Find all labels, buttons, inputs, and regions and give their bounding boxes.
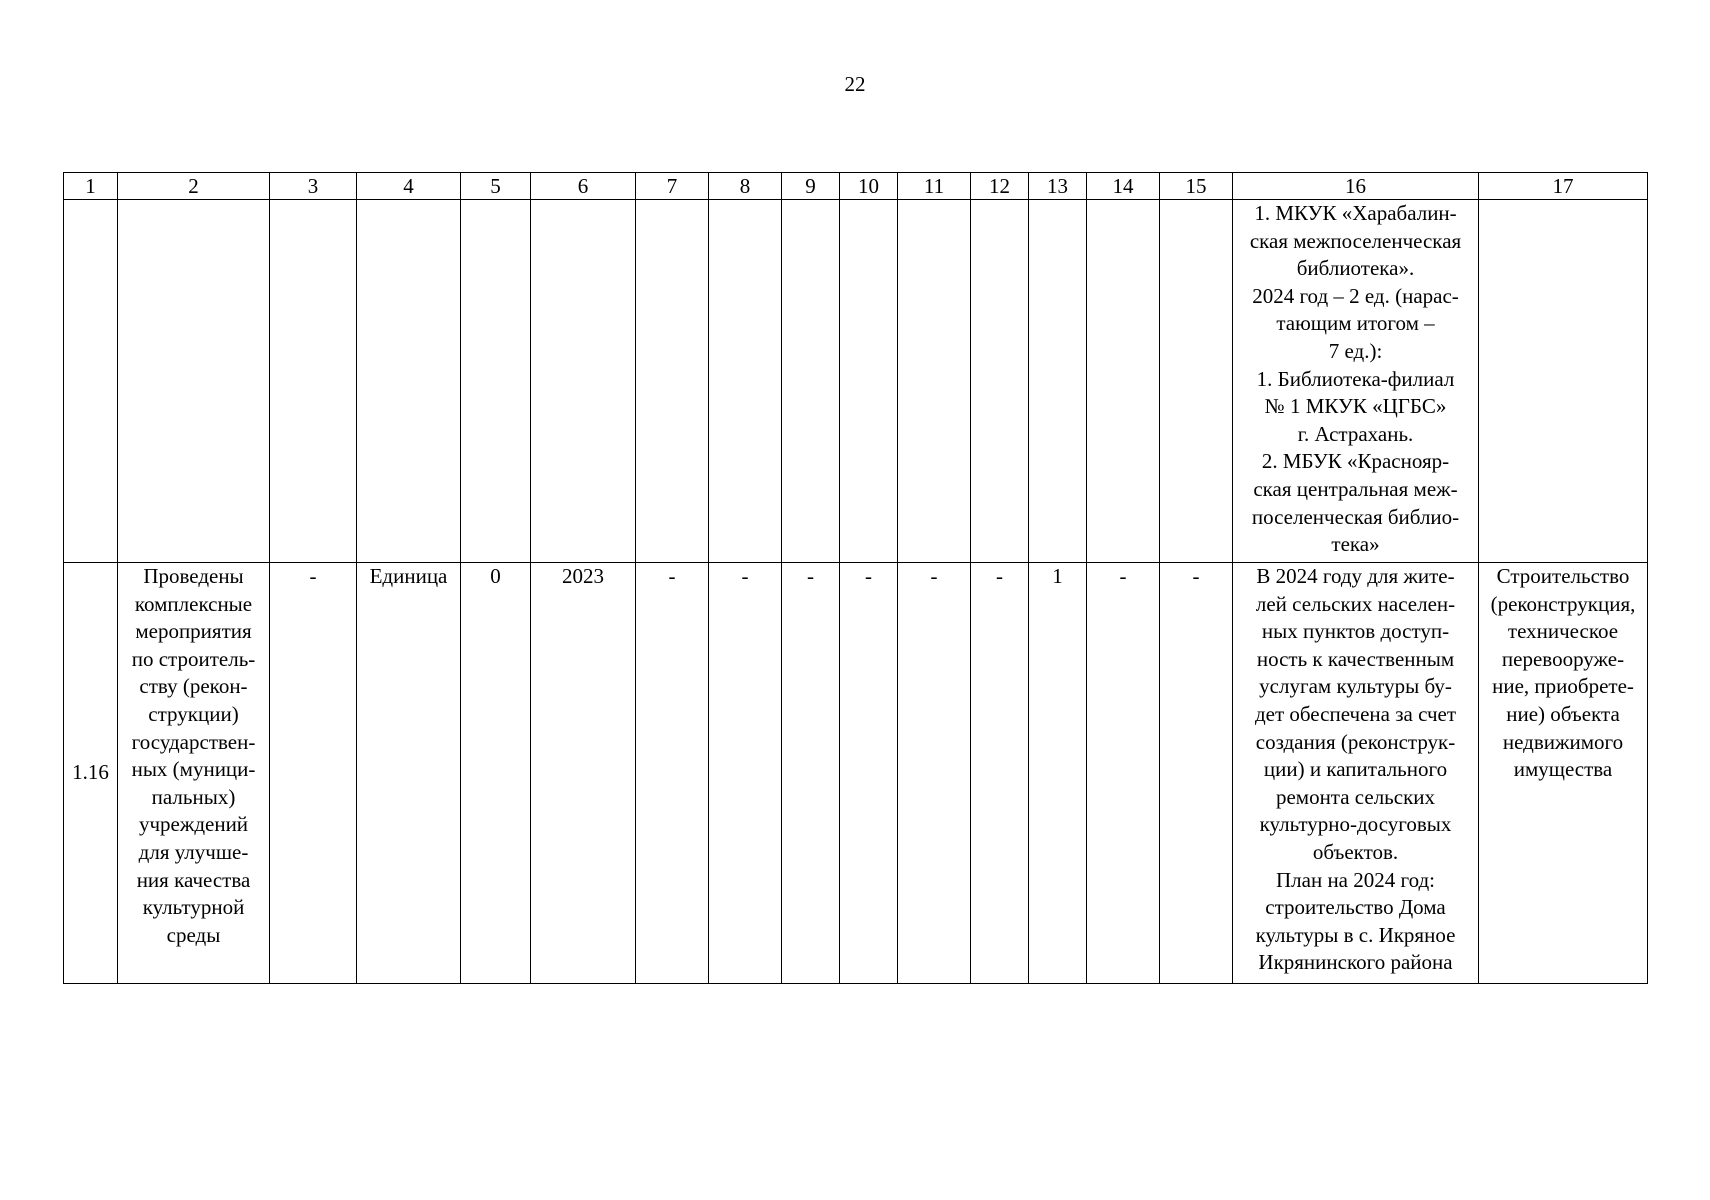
table-cell: 0	[461, 563, 531, 984]
header-cell: 14	[1087, 173, 1160, 200]
results-cell: 1. МКУК «Харабалин- ская межпоселенческая библиотека». 2024 год – 2 ед. (нарас- тающим итогом – 7 ед.): 1. Библиотека-филиал № 1 МКУК «ЦГБС» г. Астрахань. 2. МБУК «Краснояр- ская центральная меж- поселенческая библио- тека»	[1233, 200, 1479, 563]
table-cell: -	[270, 563, 357, 984]
table-cell: -	[898, 563, 971, 984]
header-cell: 15	[1160, 173, 1233, 200]
page-number: 22	[844, 72, 866, 96]
header-cell: 5	[461, 173, 531, 200]
table-cell	[636, 200, 709, 563]
header-cell: 9	[782, 173, 840, 200]
table-row-continued	[64, 200, 1648, 563]
table-cell: -	[636, 563, 709, 984]
header-cell: 3	[270, 173, 357, 200]
table-cell	[709, 200, 782, 563]
header-cell: 4	[357, 173, 461, 200]
table-cell	[1029, 200, 1087, 563]
table-cell	[971, 200, 1029, 563]
header-cell: 7	[636, 173, 709, 200]
notes-cell: Строительство (реконструкция, техническое перевооруже- ние, приобрете- ние) объекта недвижимого имущества	[1479, 563, 1648, 984]
header-cell: 10	[840, 173, 898, 200]
header-cell: 17	[1479, 173, 1648, 200]
table-cell: -	[709, 563, 782, 984]
row-number-cell: 1.16	[64, 563, 118, 984]
table-cell	[64, 200, 118, 563]
table-cell: -	[971, 563, 1029, 984]
unit-cell: Единица	[357, 563, 461, 984]
header-cell: 1	[64, 173, 118, 200]
table-cell	[270, 200, 357, 563]
table-row-1-16	[64, 563, 1648, 984]
header-cell: 8	[709, 173, 782, 200]
table-cell	[531, 200, 636, 563]
year-cell: 2023	[531, 563, 636, 984]
table-cell	[898, 200, 971, 563]
header-cell: 2	[118, 173, 270, 200]
table-cell: 1	[1029, 563, 1087, 984]
table-cell	[118, 200, 270, 563]
table-cell	[357, 200, 461, 563]
table-header-row	[64, 173, 1648, 200]
table-cell	[1087, 200, 1160, 563]
header-cell: 11	[898, 173, 971, 200]
measure-name-cell: Проведены комплексные мероприятия по строитель- ству (рекон- струкции) государствен- ных (муници- пальных) учреждений для улучше- ния качества культурной среды	[118, 563, 270, 984]
table-cell: -	[782, 563, 840, 984]
header-cell: 13	[1029, 173, 1087, 200]
table-cell	[461, 200, 531, 563]
table-cell	[1479, 200, 1648, 563]
table-cell	[782, 200, 840, 563]
table-cell: -	[840, 563, 898, 984]
header-cell: 6	[531, 173, 636, 200]
table-cell: -	[1087, 563, 1160, 984]
table-cell	[1160, 200, 1233, 563]
header-cell: 16	[1233, 173, 1479, 200]
table-cell	[840, 200, 898, 563]
data-table	[63, 172, 1648, 984]
table-cell: -	[1160, 563, 1233, 984]
header-cell: 12	[971, 173, 1029, 200]
results-cell: В 2024 году для жите- лей сельских населен- ных пунктов доступ- ность к качественным услугам культуры бу- дет обеспечена за счет создания (реконструк- ции) и капитального ремонта сельских культурно-досуговых объектов. План на 2024 год: строительство Дома культуры в с. Икряное Икрянинского района	[1233, 563, 1479, 984]
